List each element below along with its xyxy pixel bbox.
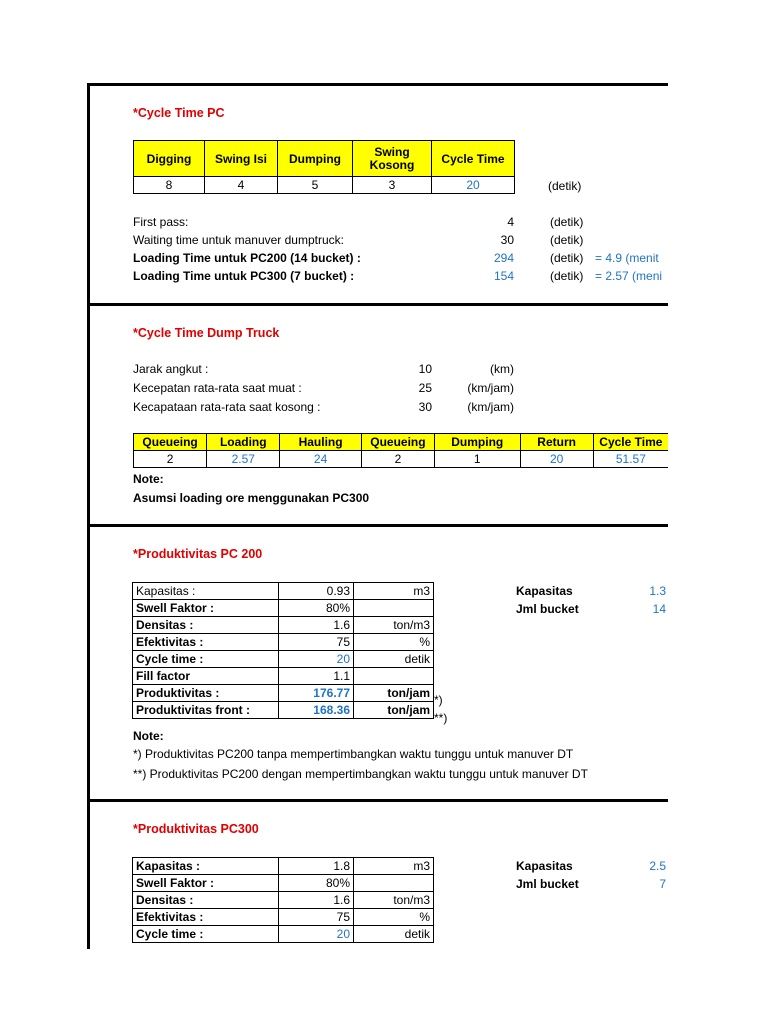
pc300-unit-kapasitas: m3	[354, 858, 434, 875]
header-dumping-dt: Dumping	[435, 434, 521, 451]
divider-1	[87, 303, 668, 306]
header-loading: Loading	[207, 434, 280, 451]
pc200-value-kapasitas: 0.93	[279, 583, 354, 600]
pc300-value-efektivitas: 75	[279, 909, 354, 926]
header-cycle-time: Cycle Time	[432, 141, 515, 177]
divider-top	[87, 83, 668, 86]
value-dumping-dt: 1	[435, 451, 521, 468]
unit-first-pass: (detik)	[550, 215, 584, 229]
pc200-unit-fill	[354, 668, 434, 685]
pc300-side-label-bucket: Jml bucket	[516, 877, 579, 891]
value-jarak-angkut: 10	[418, 362, 432, 376]
pc200-side-value-kapasitas: 1.3	[649, 584, 666, 598]
value-loading-pc200: 294	[493, 251, 514, 265]
section-title-cycle-time-dt: *Cycle Time Dump Truck	[133, 326, 280, 340]
label-loading-pc200: Loading Time untuk PC200 (14 bucket) :	[133, 251, 361, 265]
pc300-side-label-kapasitas: Kapasitas	[516, 859, 573, 873]
header-digging: Digging	[134, 141, 205, 177]
pc200-side-value-bucket: 14	[652, 602, 666, 616]
label-loading-pc300: Loading Time untuk PC300 (7 bucket) :	[133, 269, 355, 283]
pc200-unit-efektivitas: %	[354, 634, 434, 651]
pc300-label-kapasitas: Kapasitas :	[133, 858, 279, 875]
value-cycle-time: 20	[432, 177, 515, 194]
section-title-cycle-time-pc: *Cycle Time PC	[133, 106, 225, 120]
pc300-value-kapasitas: 1.8	[279, 858, 354, 875]
header-hauling: Hauling	[280, 434, 361, 451]
pc200-label-cycle: Cycle time :	[133, 651, 279, 668]
pc200-label-fill: Fill factor	[133, 668, 279, 685]
pc200-label-efektivitas: Efektivitas :	[133, 634, 279, 651]
value-digging: 8	[134, 177, 205, 194]
header-dumping: Dumping	[278, 141, 353, 177]
prod-pc200-table	[132, 582, 434, 719]
extra-loading-pc200: = 4.9 (menit	[595, 251, 659, 265]
value-queueing-1: 2	[134, 451, 207, 468]
pc200-label-swell: Swell Faktor :	[133, 600, 279, 617]
divider-3	[87, 799, 668, 802]
unit-jarak-angkut: (km)	[490, 362, 514, 376]
value-dumping: 5	[278, 177, 353, 194]
label-kecepatan-kosong: Kecapataan rata-rata saat kosong :	[133, 400, 321, 414]
pc200-label-produktivitas-front: Produktivitas front :	[133, 702, 279, 719]
pc300-label-efektivitas: Efektivitas :	[133, 909, 279, 926]
label-kecepatan-muat: Kecepatan rata-rata saat muat :	[133, 381, 302, 395]
extra-loading-pc300: = 2.57 (meni	[595, 269, 663, 283]
header-queueing-1: Queueing	[134, 434, 207, 451]
cycle-time-unit: (detik)	[548, 179, 582, 193]
pc200-unit-kapasitas: m3	[354, 583, 434, 600]
value-first-pass: 4	[507, 215, 514, 229]
pc200-mark-1: *)	[434, 693, 443, 707]
value-swing-kosong: 3	[353, 177, 432, 194]
note-label-pc200: Note:	[133, 729, 164, 743]
pc200-value-efektivitas: 75	[279, 634, 354, 651]
pc200-value-swell: 80%	[279, 600, 354, 617]
pc300-unit-swell	[354, 875, 434, 892]
note-pc200-2: **) Produktivitas PC200 dengan mempertimbangkan waktu tunggu untuk manuver DT	[133, 767, 588, 781]
pc300-side-value-bucket: 7	[659, 877, 666, 891]
header-swing-isi: Swing Isi	[205, 141, 278, 177]
pc300-label-densitas: Densitas :	[133, 892, 279, 909]
note-dt: Asumsi loading ore menggunakan PC300	[133, 491, 370, 505]
unit-kecepatan-muat: (km/jam)	[467, 381, 514, 395]
pc200-unit-cycle: detik	[354, 651, 434, 668]
value-loading: 2.57	[207, 451, 280, 468]
pc300-unit-densitas: ton/m3	[354, 892, 434, 909]
header-swing-kosong: Swing Kosong	[353, 141, 432, 177]
pc200-mark-2: **)	[434, 711, 448, 725]
unit-waiting-time: (detik)	[550, 233, 584, 247]
unit-kecepatan-kosong: (km/jam)	[467, 400, 514, 414]
pc200-value-cycle: 20	[279, 651, 354, 668]
pc300-side-value-kapasitas: 2.5	[649, 859, 666, 873]
note-label-dt: Note:	[133, 472, 164, 486]
value-swing-isi: 4	[205, 177, 278, 194]
left-border	[87, 83, 90, 949]
pc200-unit-produktivitas: ton/jam	[354, 685, 434, 702]
pc200-side-label-bucket: Jml bucket	[516, 602, 579, 616]
pc300-value-cycle: 20	[279, 926, 354, 943]
value-hauling: 24	[280, 451, 361, 468]
label-first-pass: First pass:	[133, 215, 189, 229]
pc300-value-densitas: 1.6	[279, 892, 354, 909]
cycle-time-dt-table	[133, 433, 668, 468]
pc200-value-fill: 1.1	[279, 668, 354, 685]
unit-loading-pc200: (detik)	[550, 251, 584, 265]
label-waiting-time: Waiting time untuk manuver dumptruck:	[133, 233, 344, 247]
pc200-value-produktivitas-front: 168.36	[279, 702, 354, 719]
value-kecepatan-muat: 25	[418, 381, 432, 395]
header-cycle-time-dt: Cycle Time	[593, 434, 668, 451]
pc200-label-kapasitas: Kapasitas :	[133, 583, 279, 600]
value-return: 20	[520, 451, 593, 468]
value-kecepatan-kosong: 30	[418, 400, 432, 414]
value-loading-pc300: 154	[493, 269, 514, 283]
header-queueing-2: Queueing	[361, 434, 434, 451]
divider-2	[87, 524, 668, 527]
pc300-unit-efektivitas: %	[354, 909, 434, 926]
pc200-unit-produktivitas-front: ton/jam	[354, 702, 434, 719]
pc200-unit-densitas: ton/m3	[354, 617, 434, 634]
value-queueing-2: 2	[361, 451, 434, 468]
pc200-value-densitas: 1.6	[279, 617, 354, 634]
pc200-value-produktivitas: 176.77	[279, 685, 354, 702]
pc200-label-produktivitas: Produktivitas :	[133, 685, 279, 702]
section-title-prod-pc300: *Produktivitas PC300	[133, 822, 259, 836]
header-return: Return	[520, 434, 593, 451]
cycle-time-pc-table	[133, 140, 515, 194]
pc300-unit-cycle: detik	[354, 926, 434, 943]
pc200-unit-swell	[354, 600, 434, 617]
prod-pc300-table	[132, 857, 434, 943]
section-title-prod-pc200: *Produktivitas PC 200	[133, 547, 263, 561]
pc300-label-swell: Swell Faktor :	[133, 875, 279, 892]
pc300-label-cycle: Cycle time :	[133, 926, 279, 943]
label-jarak-angkut: Jarak angkut :	[133, 362, 209, 376]
pc300-value-swell: 80%	[279, 875, 354, 892]
pc200-label-densitas: Densitas :	[133, 617, 279, 634]
note-pc200-1: *) Produktivitas PC200 tanpa mempertimbangkan waktu tunggu untuk manuver DT	[133, 747, 574, 761]
pc200-side-label-kapasitas: Kapasitas	[516, 584, 573, 598]
unit-loading-pc300: (detik)	[550, 269, 584, 283]
value-cycle-time-dt: 51.57	[593, 451, 668, 468]
value-waiting-time: 30	[500, 233, 514, 247]
